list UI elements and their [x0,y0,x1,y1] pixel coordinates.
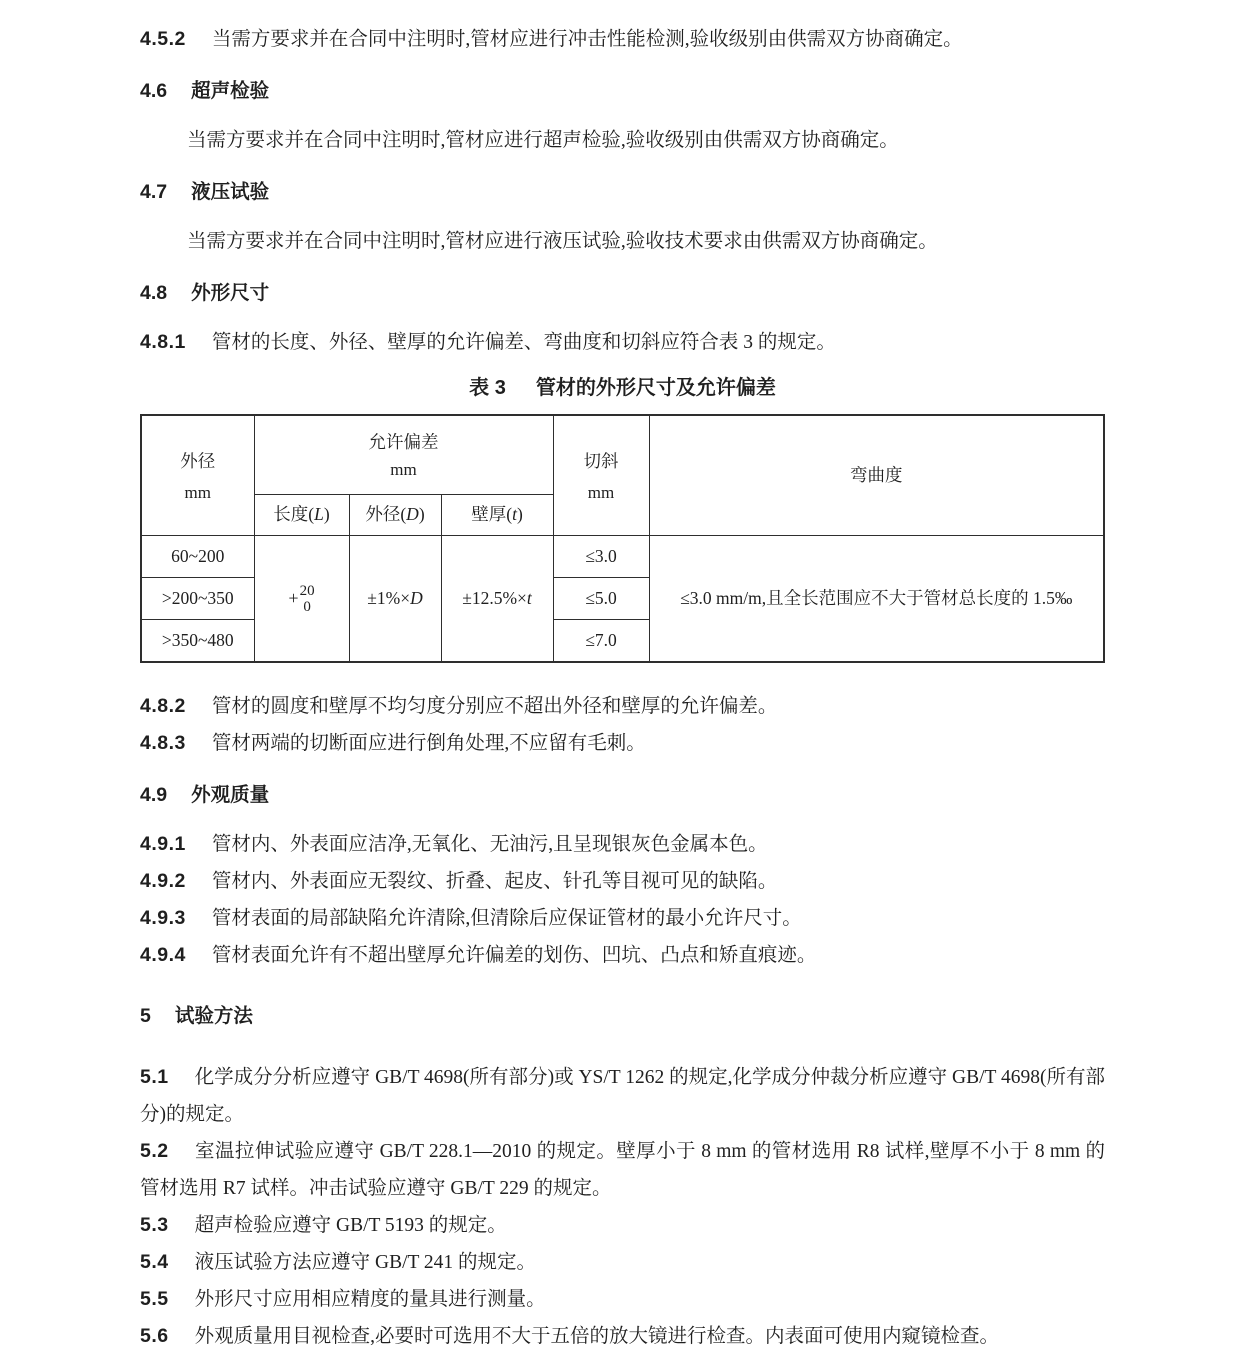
clause-number: 4.9.4 [140,944,186,966]
section-number: 4.7 [140,181,168,203]
clause-number: 5.4 [140,1251,169,1273]
clause-number: 4.5.2 [140,28,186,50]
clause-number: 4.8.1 [140,331,186,353]
subheader-wall [441,495,553,536]
subheader-wall-pre: 壁厚( [471,504,513,525]
od-tolerance-var: D [410,587,423,608]
clause-text: 管材表面允许有不超出壁厚允许偏差的划伤、凹坑、凸点和矫直痕迹。 [211,945,817,966]
cell-bend: ≤3.0 mm/m,且全长范围应不大于管材总长度的 1.5‰ [649,536,1104,663]
subheader-length [254,495,349,536]
clause-5-4 [140,1244,1105,1281]
clause-number: 4.9.3 [140,907,186,929]
table-caption-title: 管材的外形尺寸及允许偏差 [535,377,776,399]
section-title: 试验方法 [174,1005,253,1027]
clause-4-9-2 [140,863,1105,900]
clause-number: 5.1 [140,1066,169,1088]
paragraph-4-6: 当需方要求并在合同中注明时,管材应进行超声检验,验收级别由供需双方协商确定。 [187,130,899,151]
header-allowed-deviation-label: 允许偏差 [368,432,439,452]
cell-cut-slant: ≤3.0 [553,536,649,578]
clause-number: 5.2 [140,1140,169,1162]
subheader-od-post: ) [418,504,425,525]
clause-number: 5.3 [140,1214,169,1236]
section-number: 5 [140,1005,151,1027]
clause-number: 4.8.3 [140,732,186,754]
header-outer-diameter-unit: mm [184,482,211,502]
table-3-dimensions-tolerances [140,414,1105,663]
section-heading-4-7 [140,174,1105,211]
section-number: 4.6 [140,80,168,102]
paragraph-4-7: 当需方要求并在合同中注明时,管材应进行液压试验,验收技术要求由供需双方协商确定。 [187,231,938,252]
section-title: 液压试验 [191,181,270,203]
clause-4-8-2 [140,688,1105,725]
clause-5-3 [140,1207,1105,1244]
header-cut-slant-unit: mm [587,482,615,502]
clause-text: 超声检验应遵守 GB/T 5193 的规定。 [194,1215,507,1236]
cell-od-tolerance [349,536,441,663]
header-outer-diameter-label: 外径 [180,450,216,471]
section-heading-4-6 [140,73,1105,110]
cell-cut-slant: ≤7.0 [553,620,649,663]
clause-text: 当需方要求并在合同中注明时,管材应进行冲击性能检测,验收级别由供需双方协商确定。 [211,29,963,50]
clause-5-6 [140,1318,1105,1355]
subheader-od-pre: 外径( [365,504,407,525]
section-title: 超声检验 [191,80,270,102]
clause-5-2 [140,1133,1105,1207]
cell-length-tolerance [254,536,349,663]
clause-text: 管材内、外表面应无裂纹、折叠、起皮、针孔等目视可见的缺陷。 [211,871,778,892]
subheader-od [349,495,441,536]
section-title: 外形尺寸 [191,282,270,304]
clause-text: 管材两端的切断面应进行倒角处理,不应留有毛刺。 [211,733,646,754]
clause-4-9-4 [140,937,1105,974]
clause-text: 管材的长度、外径、壁厚的允许偏差、弯曲度和切斜应符合表 3 的规定。 [211,332,836,353]
clause-number: 4.9.1 [140,833,186,855]
clause-text: 管材表面的局部缺陷允许清除,但清除后应保证管材的最小允许尺寸。 [211,908,802,929]
tolerance-stack [288,583,314,615]
cell-od-range: >200~350 [141,578,254,620]
subheader-wall-post: ) [516,504,523,525]
subheader-length-post: ) [323,504,330,525]
clause-text: 管材内、外表面应洁净,无氧化、无油污,且呈现银灰色金属本色。 [211,834,768,855]
cell-od-range: 60~200 [141,536,254,578]
clause-number: 5.6 [140,1325,169,1347]
clause-4-9-3 [140,900,1105,937]
clause-4-8-1 [140,324,1105,361]
section-title: 外观质量 [191,784,270,806]
table-row [141,536,1104,578]
clause-4-5-2 [140,21,1105,58]
clause-text: 外形尺寸应用相应精度的量具进行测量。 [194,1289,546,1310]
table-caption [140,370,1105,407]
section-number: 4.9 [140,784,168,806]
clause-number: 4.8.2 [140,695,186,717]
tolerance-sign: + [288,588,299,609]
section-heading-5 [140,998,1105,1035]
clause-text: 化学成分分析应遵守 GB/T 4698(所有部分)或 YS/T 1262 的规定,化学成分仲裁分析应遵守 GB/T 4698(所有部分)的规定。 [140,1067,1105,1125]
wall-tolerance-var: t [526,587,532,608]
clause-4-9-1 [140,826,1105,863]
header-allowed-deviation-unit: mm [390,460,417,479]
tolerance-upper: 20 [299,582,315,599]
subheader-od-var: D [406,504,419,525]
clause-number: 5.5 [140,1288,169,1310]
clause-text: 液压试验方法应遵守 GB/T 241 的规定。 [194,1252,537,1273]
od-tolerance-pre: ±1%× [367,587,411,608]
clause-number: 4.9.2 [140,870,186,892]
section-heading-4-8 [140,275,1105,312]
header-allowed-deviation [254,415,553,495]
subheader-length-pre: 长度( [273,504,315,525]
cell-wall-tolerance [441,536,553,663]
clause-5-1 [140,1059,1105,1133]
header-bend: 弯曲度 [649,415,1104,536]
subheader-wall-var: t [512,504,517,525]
cell-od-range: >350~480 [141,620,254,663]
clause-4-8-3 [140,725,1105,762]
clause-text: 外观质量用目视检查,必要时可选用不大于五倍的放大镜进行检查。内表面可使用内窥镜检查。 [194,1326,999,1347]
clause-text: 室温拉伸试验应遵守 GB/T 228.1—2010 的规定。壁厚小于 8 mm 的管材选用 R8 试样,壁厚不小于 8 mm 的管材选用 R7 试样。冲击试验应遵守 GB/T 229 的规定。 [140,1141,1105,1199]
header-cut-slant [553,415,649,536]
wall-tolerance-pre: ±12.5%× [462,587,527,608]
tolerance-lower: 0 [303,598,311,615]
clause-5-5 [140,1281,1105,1318]
clause-text: 管材的圆度和壁厚不均匀度分别应不超出外径和壁厚的允许偏差。 [211,696,778,717]
table-caption-label: 表 3 [469,377,506,399]
header-cut-slant-label: 切斜 [583,450,619,471]
header-outer-diameter [141,415,254,536]
subheader-length-var: L [314,504,324,525]
section-heading-4-9 [140,777,1105,814]
cell-cut-slant: ≤5.0 [553,578,649,620]
section-number: 4.8 [140,282,168,304]
